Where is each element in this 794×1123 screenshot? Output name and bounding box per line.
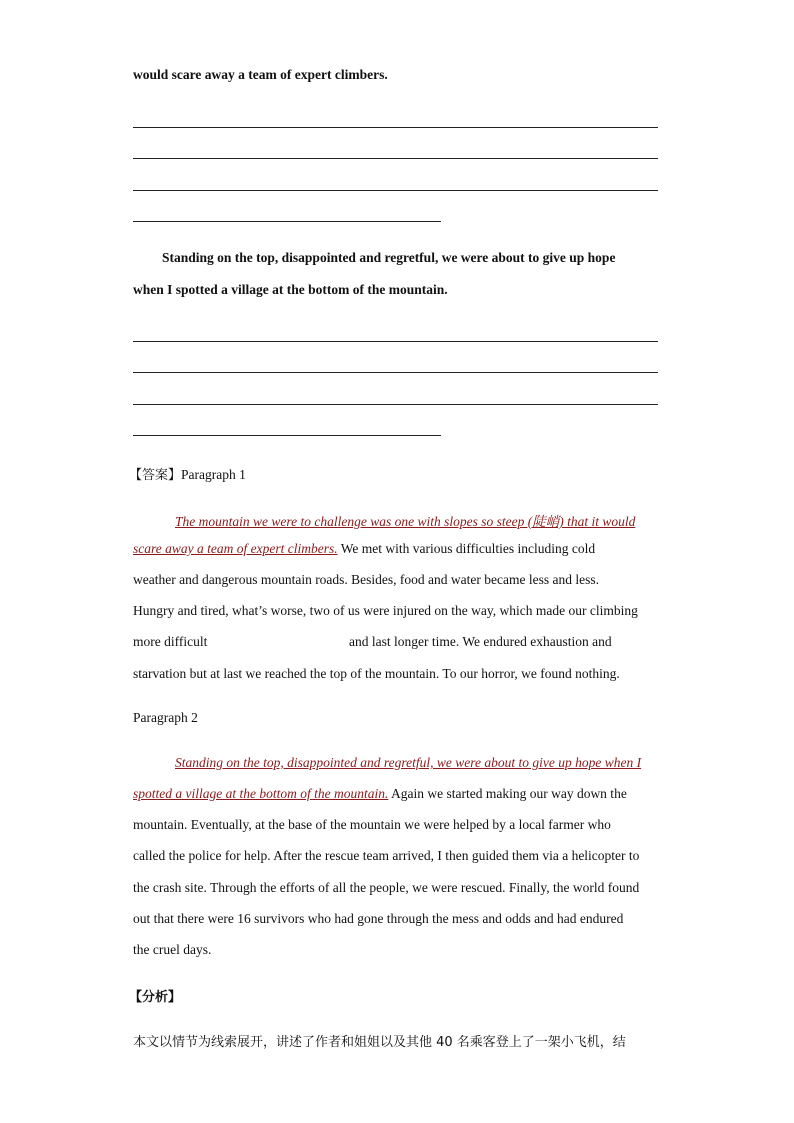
p2-line4: called the police for help. After the rescue team arrived, I then guided them via a helicopter to bbox=[133, 848, 640, 863]
writing-line bbox=[133, 158, 658, 159]
writing-line bbox=[133, 190, 658, 191]
p2-line6: out that there were 16 survivors who had gone through the mess and odds and had endured bbox=[133, 911, 624, 926]
p1-line2 bbox=[133, 541, 595, 557]
writing-line bbox=[133, 404, 658, 405]
p2-line3: mountain. Eventually, at the base of the mountain we were helped by a local farmer who bbox=[133, 817, 611, 832]
writing-line bbox=[133, 435, 441, 436]
p1-line4: Hungry and tired, what’s worse, two of us were injured on the way, which made our climbing bbox=[133, 603, 638, 618]
p1-line6: starvation but at last we reached the top of the mountain. To our horror, we found nothing. bbox=[133, 666, 620, 681]
p2-red-line2: spotted a village at the bottom of the mountain. bbox=[133, 786, 389, 801]
prompt2-line1: Standing on the top, disappointed and regretful, we were about to give up hope bbox=[162, 250, 616, 265]
prompt1-tail: would scare away a team of expert climbers. bbox=[133, 67, 388, 82]
p2-line2-rest: Again we started making our way down the bbox=[388, 786, 627, 801]
paragraph1-title: Paragraph 1 bbox=[181, 467, 246, 482]
paragraph2-title: Paragraph 2 bbox=[133, 710, 198, 725]
p1-line2-rest: We met with various difficulties including cold bbox=[337, 541, 596, 556]
writing-line bbox=[133, 341, 658, 342]
p2-line7: the cruel days. bbox=[133, 942, 212, 957]
p1-line5a: more difficult bbox=[133, 634, 208, 649]
prompt2-line2: when I spotted a village at the bottom of the mountain. bbox=[133, 282, 448, 297]
analysis-label: 【分析】 bbox=[129, 990, 182, 1005]
writing-line bbox=[133, 127, 658, 128]
answer-label: 【答案】 bbox=[129, 468, 182, 483]
writing-line bbox=[133, 372, 658, 373]
p2-red-line1: Standing on the top, disappointed and regretful, we were about to give up hope when I bbox=[175, 755, 642, 770]
p1-red-line2: scare away a team of expert climbers. bbox=[133, 541, 338, 556]
writing-line bbox=[133, 221, 441, 222]
p1-line5b: and last longer time. We endured exhaustion and bbox=[349, 634, 612, 649]
answer-heading bbox=[129, 464, 246, 483]
p1-line3: weather and dangerous mountain roads. Besides, food and water became less and less. bbox=[133, 572, 599, 587]
p1-red-line1: The mountain we were to challenge was one with slopes so steep (陡峭) that it would bbox=[175, 514, 636, 529]
analysis-text: 本文以情节为线索展开，讲述了作者和姐姐以及其他 40 名乘客登上了一架小飞机，结 bbox=[133, 1035, 626, 1050]
p2-line5: the crash site. Through the efforts of all the people, we were rescued. Finally, the world found bbox=[133, 880, 640, 895]
p2-line2 bbox=[133, 786, 627, 802]
